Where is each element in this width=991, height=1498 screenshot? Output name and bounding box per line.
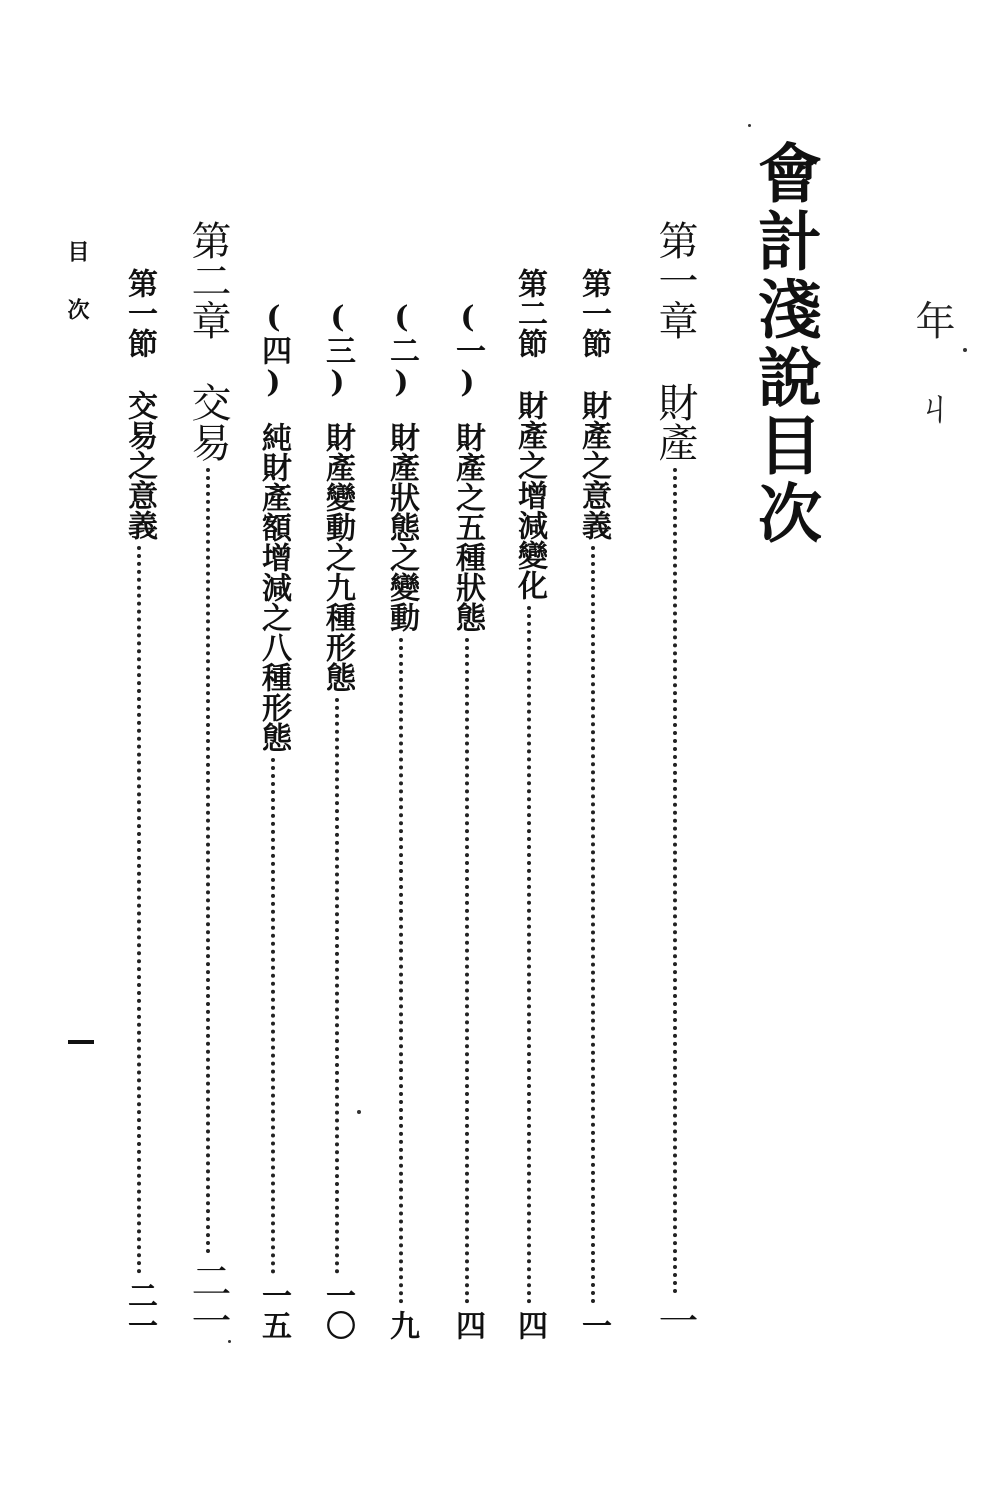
entry-label: 財產之五種狀態 <box>450 422 485 632</box>
dot-leader <box>137 546 141 1274</box>
toc-entry-section-3[interactable] <box>122 268 157 1340</box>
toc-entry-sub-2[interactable] <box>384 300 419 1340</box>
entry-label: 財產 <box>652 382 698 462</box>
dot-leader <box>335 698 339 1274</box>
dot-leader <box>527 606 531 1304</box>
dot-leader <box>271 758 275 1274</box>
entry-number: 第二章 <box>185 220 231 340</box>
entry-label: 財產之增減變化 <box>512 390 547 600</box>
entry-number: (三) <box>320 300 355 400</box>
entry-label: 財產變動之九種形態 <box>320 422 355 692</box>
dot-leader <box>465 638 469 1304</box>
dot-leader <box>591 546 595 1304</box>
entry-label: 純財產額增減之八種形態 <box>256 422 291 752</box>
entry-page: 一五 <box>256 1280 291 1340</box>
toc-entry-sub-1[interactable] <box>450 300 485 1340</box>
toc-entry-chapter-2[interactable] <box>185 220 231 1340</box>
margin-mark: 年 ㄐ <box>909 300 955 426</box>
scan-speck <box>228 1340 231 1343</box>
entry-number: 第一節 <box>122 268 157 358</box>
entry-number: 第二節 <box>512 268 547 358</box>
entry-page: 四 <box>512 1310 547 1340</box>
entry-label: 交易之意義 <box>122 390 157 540</box>
entry-number: 第一節 <box>576 268 611 358</box>
entry-page: 一 <box>652 1300 698 1340</box>
entry-page: 一 <box>576 1310 611 1340</box>
entry-number: (一) <box>450 300 485 400</box>
entry-page: 二一 <box>122 1280 157 1340</box>
running-head: 目次 <box>64 240 90 356</box>
entry-page: 二一 <box>185 1260 231 1340</box>
folio-page-number <box>68 1040 94 1044</box>
entry-page: 一〇 <box>320 1280 355 1340</box>
toc-entry-sub-3[interactable] <box>320 300 355 1340</box>
entry-number: 第一章 <box>652 220 698 340</box>
toc-entry-section-2[interactable] <box>512 268 547 1340</box>
entry-label: 財產狀態之變動 <box>384 422 419 632</box>
dot-leader <box>206 468 210 1254</box>
toc-entry-sub-4[interactable] <box>256 300 291 1340</box>
dot-leader <box>399 638 403 1304</box>
page-title: 會計淺說目次 <box>747 140 822 548</box>
scan-speck <box>357 1110 361 1114</box>
entry-number: (二) <box>384 300 419 400</box>
scan-speck <box>748 124 751 127</box>
toc-entry-section-1[interactable] <box>576 268 611 1340</box>
toc-entry-chapter-1[interactable] <box>652 220 698 1340</box>
entry-page: 九 <box>384 1310 419 1340</box>
entry-page: 四 <box>450 1310 485 1340</box>
entry-label: 交易 <box>185 382 231 462</box>
scan-speck <box>963 348 967 352</box>
entry-number: (四) <box>256 300 291 400</box>
entry-label: 財產之意義 <box>576 390 611 540</box>
dot-leader <box>673 468 677 1294</box>
